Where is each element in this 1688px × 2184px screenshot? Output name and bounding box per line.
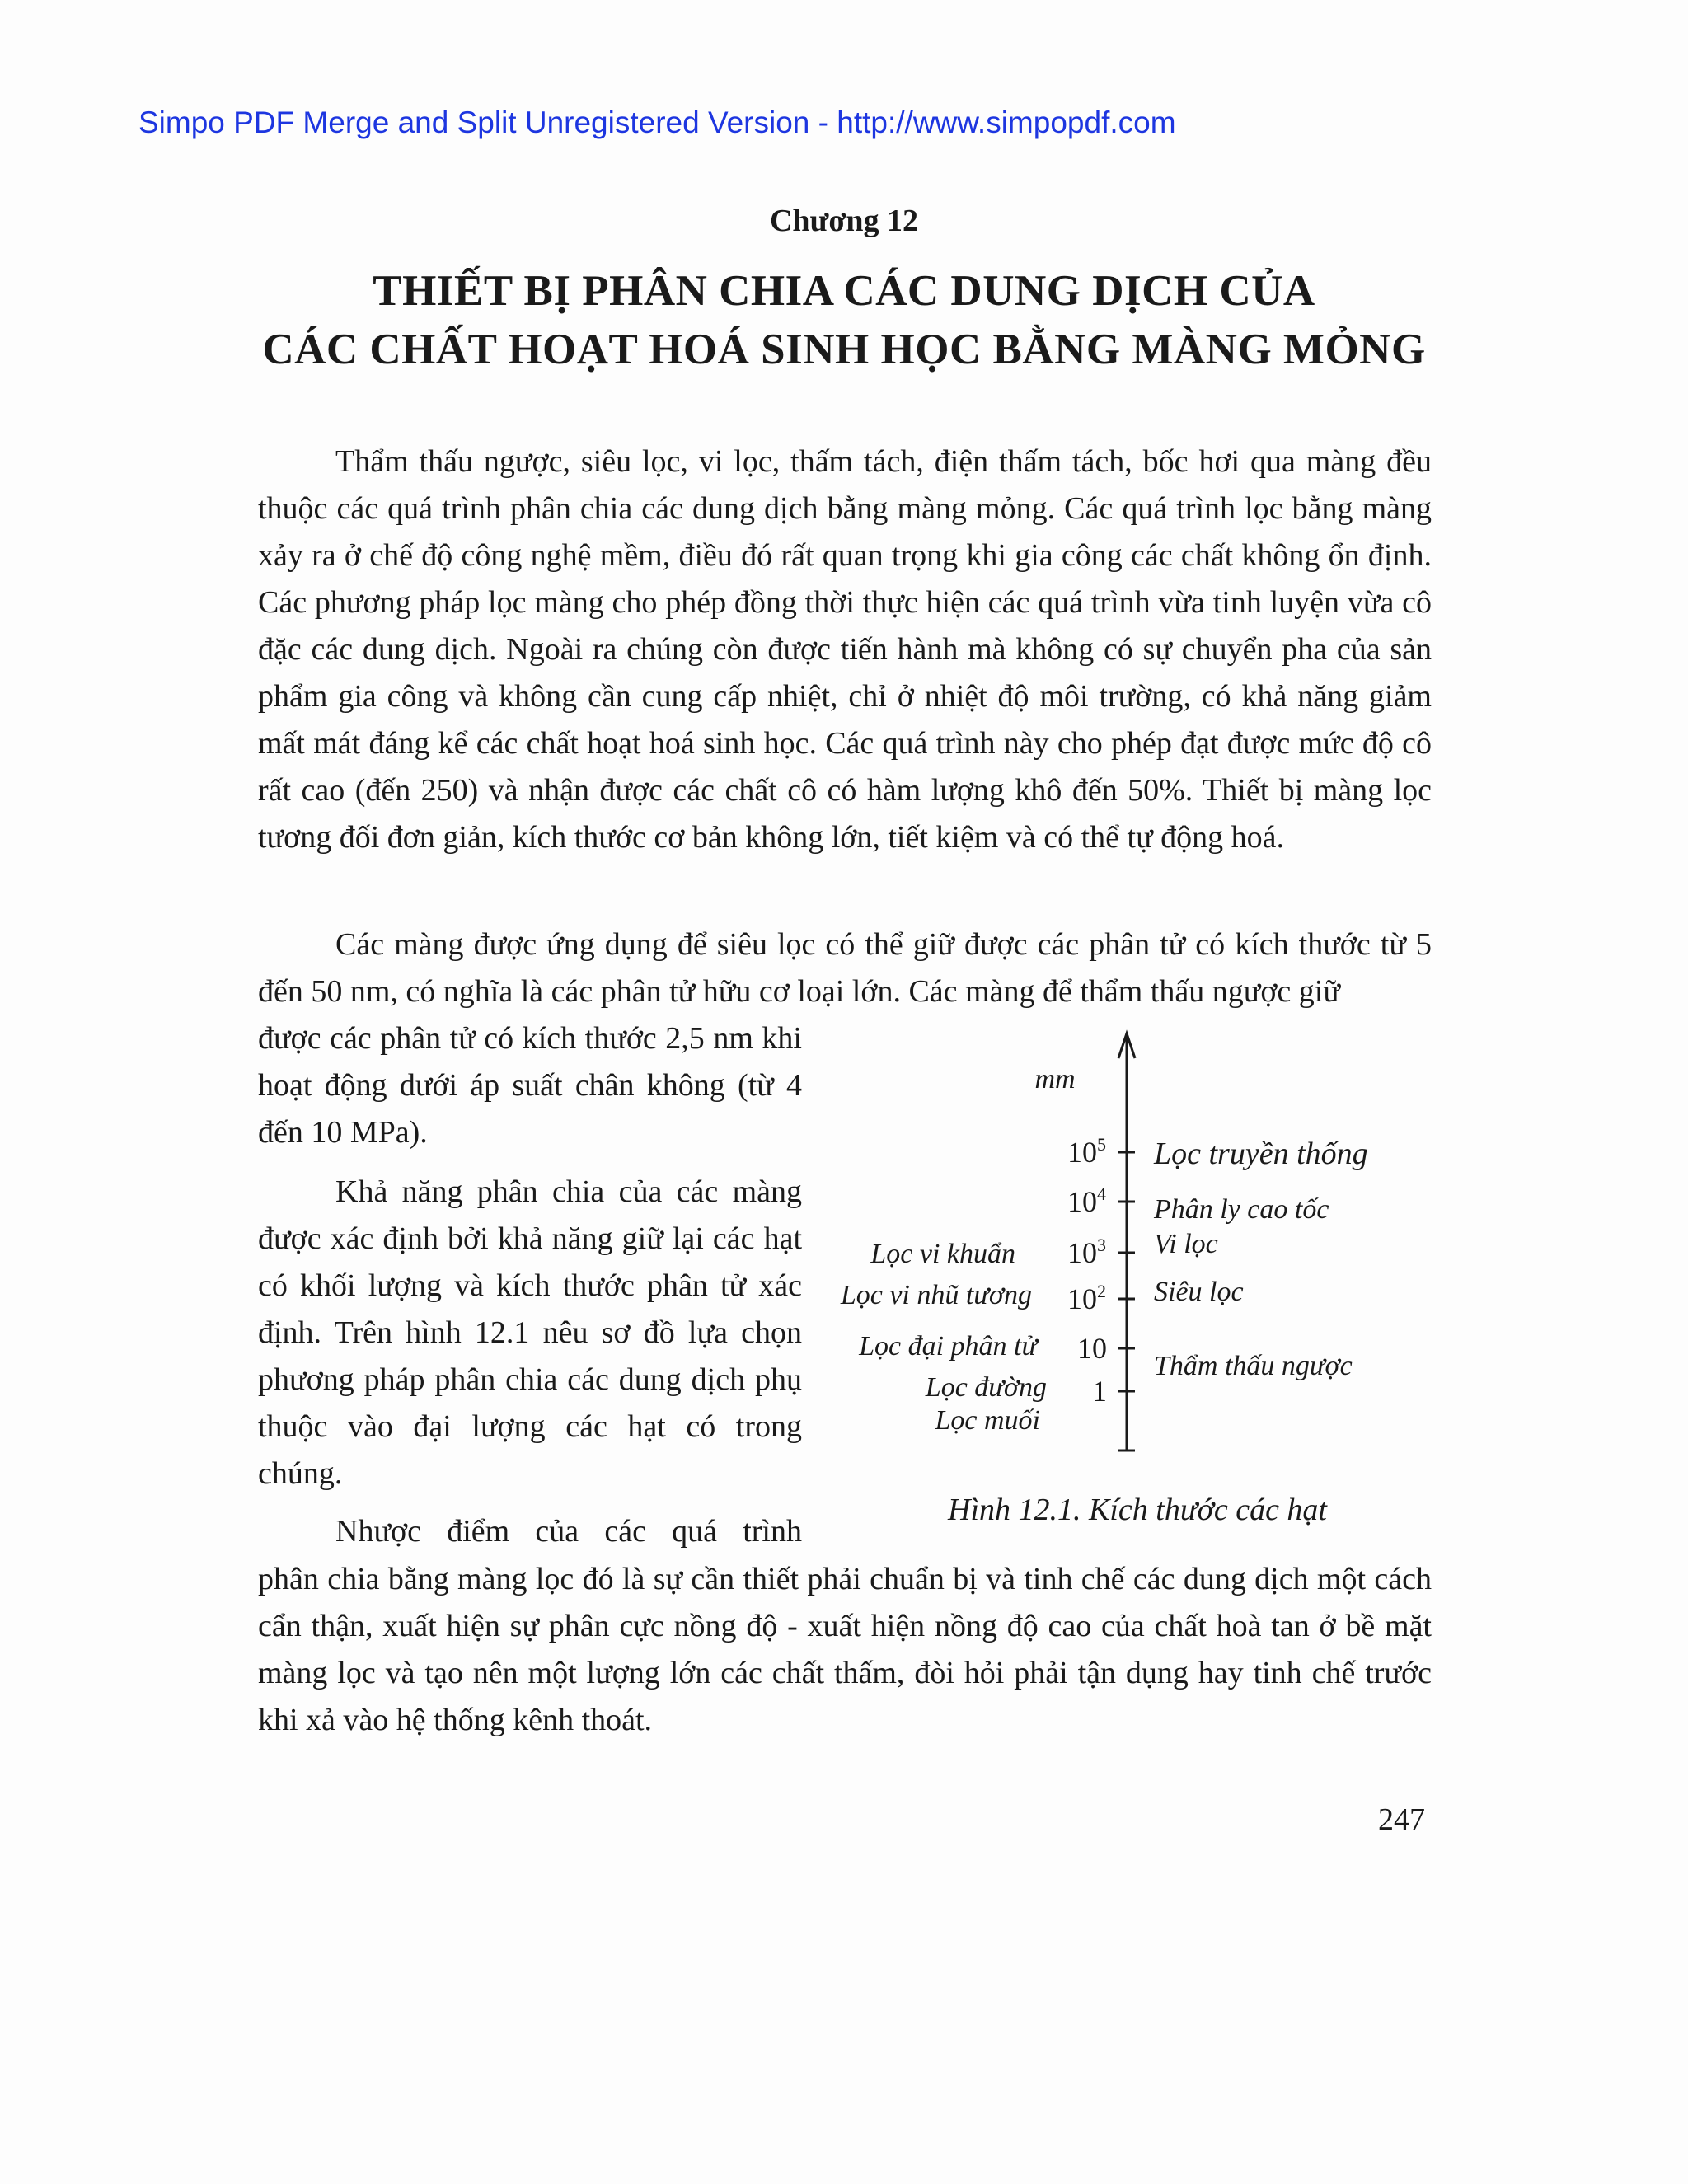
paragraph-2-full: Các màng được ứng dụng để siêu lọc có thể giữ được các phân tử có kích thước từ 5 đến 50 nm, có nghĩa là các phân tử hữu cơ loại lớn. Các màng để thẩm thấu ngược giữ (258, 927, 1432, 1009)
particle-size-figure (816, 1022, 1409, 1459)
figure-caption: Hình 12.1. Kích thước các hạt (948, 1493, 1327, 1527)
watermark-link[interactable]: Simpo PDF Merge and Split Unregistered Version - http://www.simpopdf.com (138, 105, 1176, 139)
filter-label: Lọc vi khuẩn (870, 1239, 1015, 1269)
tick-label: $10^2$ (1067, 1281, 1106, 1315)
filter-label: Lọc đại phân tử (859, 1331, 1037, 1361)
paragraph-2-column: được các phân tử có kích thước 2,5 nm khi hoạt động dưới áp suất chân không (từ 4 đến 10 MPa). (258, 1021, 802, 1150)
unit-label: mm (1034, 1064, 1076, 1094)
filter-label: Lọc muối (935, 1405, 1040, 1436)
tick-group (1067, 1134, 1135, 1408)
tick-label: $10^4$ (1067, 1183, 1106, 1218)
paragraph-4-full: phân chia bằng màng lọc đó là sự cần thiết phải chuẩn bị và tinh chế các dung dịch một cách cẩn thận, xuất hiện sự phân cực nồng độ - xuất hiện nồng độ cao của chất hoà tan ở bề mặt màng lọc và tạo nên một lượng lớn các chất thấm, đòi hỏi phải tận dụng hay tinh chế trước khi xả vào hệ thống kênh thoát. (258, 1562, 1432, 1737)
filter-labels (840, 1239, 1047, 1436)
paragraph-1: Thẩm thấu ngược, siêu lọc, vi lọc, thấm tách, điện thấm tách, bốc hơi qua màng đều thuộc các quá trình phân chia các dung dịch bằng màng mỏng. Các quá trình lọc bằng màng xảy ra ở chế độ công nghệ mềm, điều đó rất quan trọng khi gia công các chất không ổn định. Các phương pháp lọc màng cho phép đồng thời thực hiện các quá trình vừa tinh luyện vừa cô đặc các dung dịch. Ngoài ra chúng còn được tiến hành mà không có sự chuyển pha của sản phẩm gia công và không cần cung cấp nhiệt, chỉ ở nhiệt độ môi trường, có khả năng giảm mất mát đáng kể các chất hoạt hoá sinh học. Các quá trình này cho phép đạt được mức độ cô rất cao (đến 250) và nhận được các chất cô có hàm lượng khô đến 50%. Thiết bị màng lọc tương đối đơn giản, kích thước cơ bản không lớn, tiết kiệm và có thể tự động hoá. (258, 444, 1432, 855)
tick-label: $10^5$ (1067, 1134, 1106, 1169)
title-line-1: THIẾT BỊ PHÂN CHIA CÁC DUNG DỊCH CỦA (373, 267, 1315, 315)
method-label: Siêu lọc (1154, 1277, 1244, 1307)
tick-label: 1 (1092, 1375, 1107, 1408)
title-line-2: CÁC CHẤT HOẠT HOÁ SINH HỌC BẰNG MÀNG MỎNG (262, 326, 1426, 373)
method-label: Vi lọc (1154, 1229, 1218, 1259)
method-label: Thẩm thấu ngược (1154, 1351, 1353, 1381)
tick-label: 10 (1077, 1332, 1107, 1365)
method-label: Lọc truyền thống (1154, 1137, 1368, 1171)
tick-label: $10^3$ (1067, 1235, 1106, 1269)
paragraph-4-column: Nhược điểm của các quá trình (335, 1514, 802, 1549)
method-label: Phân ly cao tốc (1154, 1194, 1329, 1225)
method-labels (1153, 1137, 1368, 1381)
page-number: 247 (1378, 1802, 1425, 1837)
chapter-label: Chương 12 (769, 204, 919, 238)
paragraph-3-column: Khả năng phân chia của các màng được xác định bởi khả năng giữ lại các hạt có khối lượng và kích thước phân tử xác định. Trên hình 12.1 nêu sơ đồ lựa chọn phương pháp phân chia các dung dịch phụ thuộc vào đại lượng các hạt có trong chúng. (258, 1174, 802, 1491)
filter-label: Lọc đường (925, 1372, 1047, 1403)
filter-label: Lọc vi nhũ tương (840, 1280, 1032, 1310)
chapter-title (0, 262, 1688, 379)
